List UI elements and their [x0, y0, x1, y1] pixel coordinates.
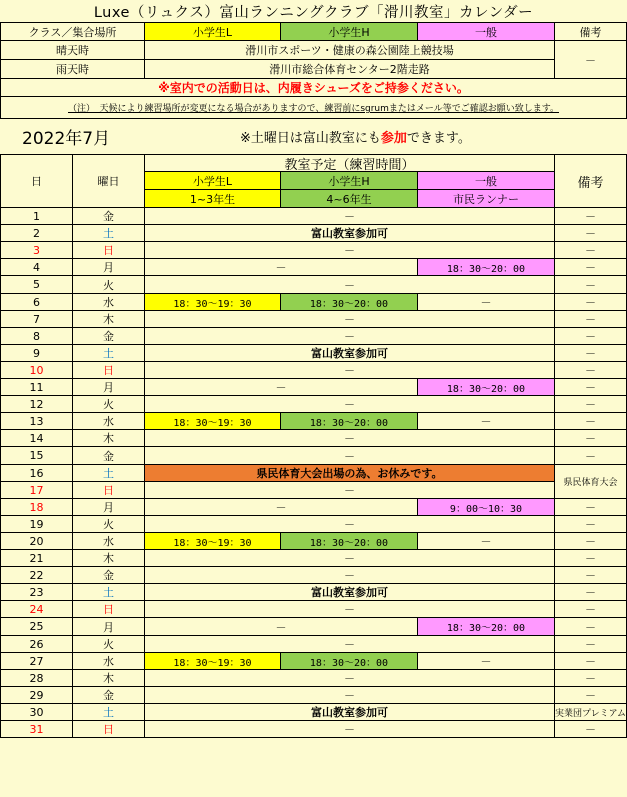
day-number: 25	[0, 618, 73, 636]
day-number: 23	[0, 584, 73, 601]
rainy-place: 滑川市総合体育センター2階走路	[145, 60, 555, 79]
weekday-label: 土	[73, 584, 145, 601]
sunny-label: 晴天時	[0, 41, 145, 60]
no-class-dash: －	[145, 687, 555, 704]
remark-cell: －	[555, 413, 627, 430]
class-h-time: 18：30～20：00	[281, 413, 418, 430]
remark-cell: －	[555, 379, 627, 396]
weekday-label: 土	[73, 225, 145, 242]
general-time: 18：30～20：00	[418, 379, 555, 396]
no-class-dash: －	[145, 567, 555, 584]
no-class-dash: －	[145, 601, 555, 618]
col-l-sub: 1~3年生	[145, 190, 281, 208]
weekday-label: 日	[73, 482, 145, 499]
no-class-dash: －	[145, 276, 555, 294]
no-class-dash: －	[145, 242, 555, 259]
venue-change-note: （注） 天候により練習場所が変更になる場合がありますので、練習前にsgrumまたはメール等でご確認お願い致します。	[0, 97, 627, 119]
weekday-label: 水	[73, 413, 145, 430]
col-general-header: 一般	[418, 172, 555, 190]
general-time: 9：00～10：30	[418, 499, 555, 516]
remark-cell: 実業団プレミアム	[555, 704, 627, 721]
day-number: 31	[0, 721, 73, 738]
day-number: 9	[0, 345, 73, 362]
no-class-dash: －	[145, 311, 555, 328]
day-number: 29	[0, 687, 73, 704]
remark-cell: －	[555, 499, 627, 516]
weekday-label: 日	[73, 242, 145, 259]
remark-cell: －	[555, 311, 627, 328]
weekday-label: 木	[73, 430, 145, 447]
no-class-dash: －	[145, 208, 555, 225]
remark-cell: －	[555, 584, 627, 601]
remark-cell: －	[555, 447, 627, 465]
sunny-place: 滑川市スポーツ・健康の森公園陸上競技場	[145, 41, 555, 60]
indoor-shoes-notice: ※室内での活動日は、内履きシューズをご持参ください。	[0, 79, 627, 97]
day-number: 20	[0, 533, 73, 550]
day-number: 14	[0, 430, 73, 447]
remark-cell: －	[555, 601, 627, 618]
place-remark: －	[555, 41, 627, 79]
day-number: 19	[0, 516, 73, 533]
day-number: 21	[0, 550, 73, 567]
day-number: 27	[0, 653, 73, 670]
no-class-dash: －	[145, 482, 555, 499]
class-l-time: 18：30～19：30	[145, 653, 281, 670]
class-l-label: 小学生L	[145, 22, 281, 41]
weekday-label: 金	[73, 328, 145, 345]
general-time: 18：30～20：00	[418, 618, 555, 636]
remark-cell: －	[555, 328, 627, 345]
class-h-label: 小学生H	[281, 22, 418, 41]
remark-cell: －	[555, 516, 627, 533]
remark-cell: －	[555, 721, 627, 738]
no-class-dash: －	[145, 636, 555, 653]
no-class-dash: －	[418, 533, 555, 550]
day-number: 8	[0, 328, 73, 345]
class-h-time: 18：30～20：00	[281, 533, 418, 550]
day-number: 6	[0, 294, 73, 311]
remark-cell: －	[555, 567, 627, 584]
col-remarks-header: 備考	[555, 154, 627, 208]
remark-cell: －	[555, 242, 627, 259]
remark-cell: －	[555, 259, 627, 276]
weekday-label: 木	[73, 550, 145, 567]
class-l-time: 18：30～19：30	[145, 533, 281, 550]
col-h-sub: 4~6年生	[281, 190, 418, 208]
weekday-label: 木	[73, 311, 145, 328]
remark-cell: －	[555, 345, 627, 362]
weekday-label: 金	[73, 567, 145, 584]
remark-cell: －	[555, 362, 627, 379]
col-general-sub: 市民ランナー	[418, 190, 555, 208]
weekday-label: 土	[73, 345, 145, 362]
class-l-time: 18：30～19：30	[145, 413, 281, 430]
remark-cell: －	[555, 687, 627, 704]
no-class-dash: －	[145, 721, 555, 738]
no-class-dash: －	[145, 447, 555, 465]
event-banner: 県民体育大会出場の為、お休みです。	[145, 465, 555, 482]
remarks-label: 備考	[555, 22, 627, 41]
weekday-label: 月	[73, 259, 145, 276]
remark-cell: －	[555, 670, 627, 687]
remark-cell: －	[555, 550, 627, 567]
col-h-header: 小学生H	[281, 172, 418, 190]
no-class-dash: －	[418, 413, 555, 430]
remark-cell: 県民体育大会	[555, 465, 627, 499]
general-time: 18：30～20：00	[418, 259, 555, 276]
class-place-label: クラス／集合場所	[0, 22, 145, 41]
remark-cell: －	[555, 636, 627, 653]
col-l-header: 小学生L	[145, 172, 281, 190]
weekday-label: 土	[73, 704, 145, 721]
remark-cell: －	[555, 618, 627, 636]
day-number: 16	[0, 465, 73, 482]
weekday-label: 日	[73, 721, 145, 738]
no-class-dash: －	[145, 396, 555, 413]
no-class-dash: －	[145, 362, 555, 379]
weekday-label: 木	[73, 670, 145, 687]
weekday-label: 火	[73, 396, 145, 413]
no-class-dash: －	[145, 670, 555, 687]
saturday-note-after: できます。	[406, 130, 471, 146]
remark-cell: －	[555, 276, 627, 294]
day-number: 24	[0, 601, 73, 618]
no-class-dash: －	[145, 328, 555, 345]
day-number: 5	[0, 276, 73, 294]
weekday-label: 金	[73, 687, 145, 704]
weekday-label: 火	[73, 636, 145, 653]
remark-cell: －	[555, 396, 627, 413]
day-number: 1	[0, 208, 73, 225]
remark-cell: －	[555, 533, 627, 550]
day-number: 4	[0, 259, 73, 276]
day-number: 11	[0, 379, 73, 396]
class-h-time: 18：30～20：00	[281, 653, 418, 670]
no-class-dash: －	[145, 379, 418, 396]
class-general-label: 一般	[418, 22, 555, 41]
month-label: 2022年7月	[22, 128, 111, 149]
weekday-label: 土	[73, 465, 145, 482]
no-class-dash: －	[418, 294, 555, 311]
weekday-label: 水	[73, 653, 145, 670]
remark-cell: －	[555, 294, 627, 311]
weekday-label: 火	[73, 276, 145, 294]
no-class-dash: －	[145, 516, 555, 533]
day-number: 12	[0, 396, 73, 413]
weekday-label: 月	[73, 379, 145, 396]
saturday-note	[240, 123, 580, 149]
saturday-note-before: ※土曜日は富山教室にも	[240, 130, 381, 146]
remark-cell: －	[555, 430, 627, 447]
weekday-label: 金	[73, 447, 145, 465]
day-number: 22	[0, 567, 73, 584]
col-schedule-header: 教室予定（練習時間）	[145, 154, 555, 172]
day-number: 2	[0, 225, 73, 242]
remark-cell: －	[555, 225, 627, 242]
toyama-class-note: 富山教室参加可	[145, 345, 555, 362]
weekday-label: 月	[73, 618, 145, 636]
saturday-note-emph: 参加	[380, 130, 407, 146]
rainy-label: 雨天時	[0, 60, 145, 79]
weekday-label: 月	[73, 499, 145, 516]
no-class-dash: －	[418, 653, 555, 670]
day-number: 10	[0, 362, 73, 379]
no-class-dash: －	[145, 618, 418, 636]
toyama-class-note: 富山教室参加可	[145, 704, 555, 721]
page-title: Luxe（リュクス）富山ランニングクラブ「滑川教室」カレンダー	[93, 4, 534, 21]
day-number: 7	[0, 311, 73, 328]
no-class-dash: －	[145, 499, 418, 516]
col-day-header: 日	[0, 154, 73, 208]
day-number: 3	[0, 242, 73, 259]
toyama-class-note: 富山教室参加可	[145, 584, 555, 601]
day-number: 26	[0, 636, 73, 653]
weekday-label: 水	[73, 533, 145, 550]
weekday-label: 日	[73, 362, 145, 379]
day-number: 13	[0, 413, 73, 430]
remark-cell: －	[555, 208, 627, 225]
day-number: 15	[0, 447, 73, 465]
weekday-label: 水	[73, 294, 145, 311]
no-class-dash: －	[145, 550, 555, 567]
class-l-time: 18：30～19：30	[145, 294, 281, 311]
no-class-dash: －	[145, 430, 555, 447]
day-number: 30	[0, 704, 73, 721]
remark-cell: －	[555, 653, 627, 670]
weekday-label: 金	[73, 208, 145, 225]
weekday-label: 火	[73, 516, 145, 533]
col-weekday-header: 曜日	[73, 154, 145, 208]
toyama-class-note: 富山教室参加可	[145, 225, 555, 242]
no-class-dash: －	[145, 259, 418, 276]
day-number: 18	[0, 499, 73, 516]
day-number: 28	[0, 670, 73, 687]
weekday-label: 日	[73, 601, 145, 618]
class-h-time: 18：30～20：00	[281, 294, 418, 311]
day-number: 17	[0, 482, 73, 499]
